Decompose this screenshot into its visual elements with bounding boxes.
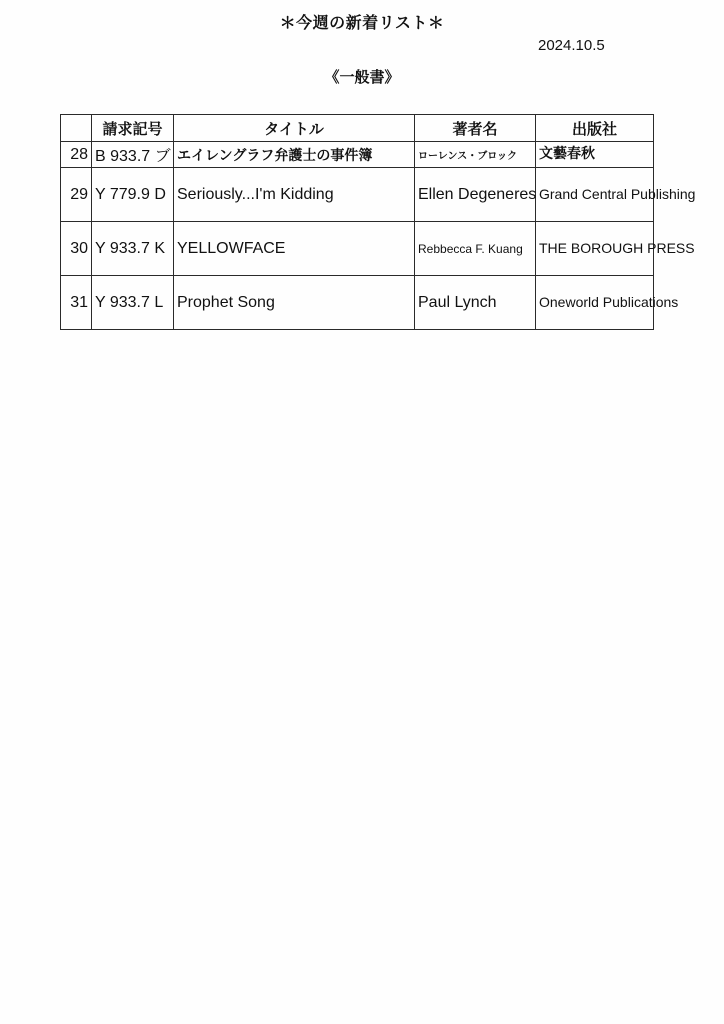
table-row bbox=[61, 168, 654, 222]
call-number: Y 933.7 L bbox=[92, 276, 174, 330]
call-number: Y 779.9 D bbox=[92, 168, 174, 222]
column-header-title: タイトル bbox=[174, 115, 415, 142]
author-name: Ellen Degeneres bbox=[415, 168, 536, 222]
book-title: エイレングラフ弁護士の事件簿 bbox=[174, 142, 415, 168]
row-number: 31 bbox=[61, 276, 92, 330]
row-number: 28 bbox=[61, 142, 92, 168]
call-number: B 933.7 ブ bbox=[92, 142, 174, 168]
column-header-call-number: 請求記号 bbox=[92, 115, 174, 142]
table-row bbox=[61, 276, 654, 330]
table-row bbox=[61, 142, 654, 168]
row-number: 30 bbox=[61, 222, 92, 276]
page-title: ＊今週の新着リスト＊ bbox=[279, 13, 445, 32]
book-title: Prophet Song bbox=[174, 276, 415, 330]
book-title: YELLOWFACE bbox=[174, 222, 415, 276]
table-header-row bbox=[61, 115, 654, 142]
row-number: 29 bbox=[61, 168, 92, 222]
publisher-name: 文藝春秋 bbox=[536, 142, 654, 168]
column-header-number bbox=[61, 115, 92, 142]
list-date: 2024.10.5 bbox=[538, 37, 605, 54]
publisher-name: Oneworld Publications bbox=[536, 276, 654, 330]
publisher-name: Grand Central Publishing bbox=[536, 168, 654, 222]
column-header-publisher: 出版社 bbox=[536, 115, 654, 142]
section-heading: 《一般書》 bbox=[324, 68, 400, 86]
author-name: ローレンス・ブロック bbox=[415, 142, 536, 168]
book-title: Seriously...I'm Kidding bbox=[174, 168, 415, 222]
publisher-name: THE BOROUGH PRESS bbox=[536, 222, 654, 276]
call-number: Y 933.7 K bbox=[92, 222, 174, 276]
table-row bbox=[61, 222, 654, 276]
column-header-author: 著者名 bbox=[415, 115, 536, 142]
author-name: Paul Lynch bbox=[415, 276, 536, 330]
author-name: Rebbecca F. Kuang bbox=[415, 222, 536, 276]
new-arrivals-table bbox=[60, 114, 696, 330]
